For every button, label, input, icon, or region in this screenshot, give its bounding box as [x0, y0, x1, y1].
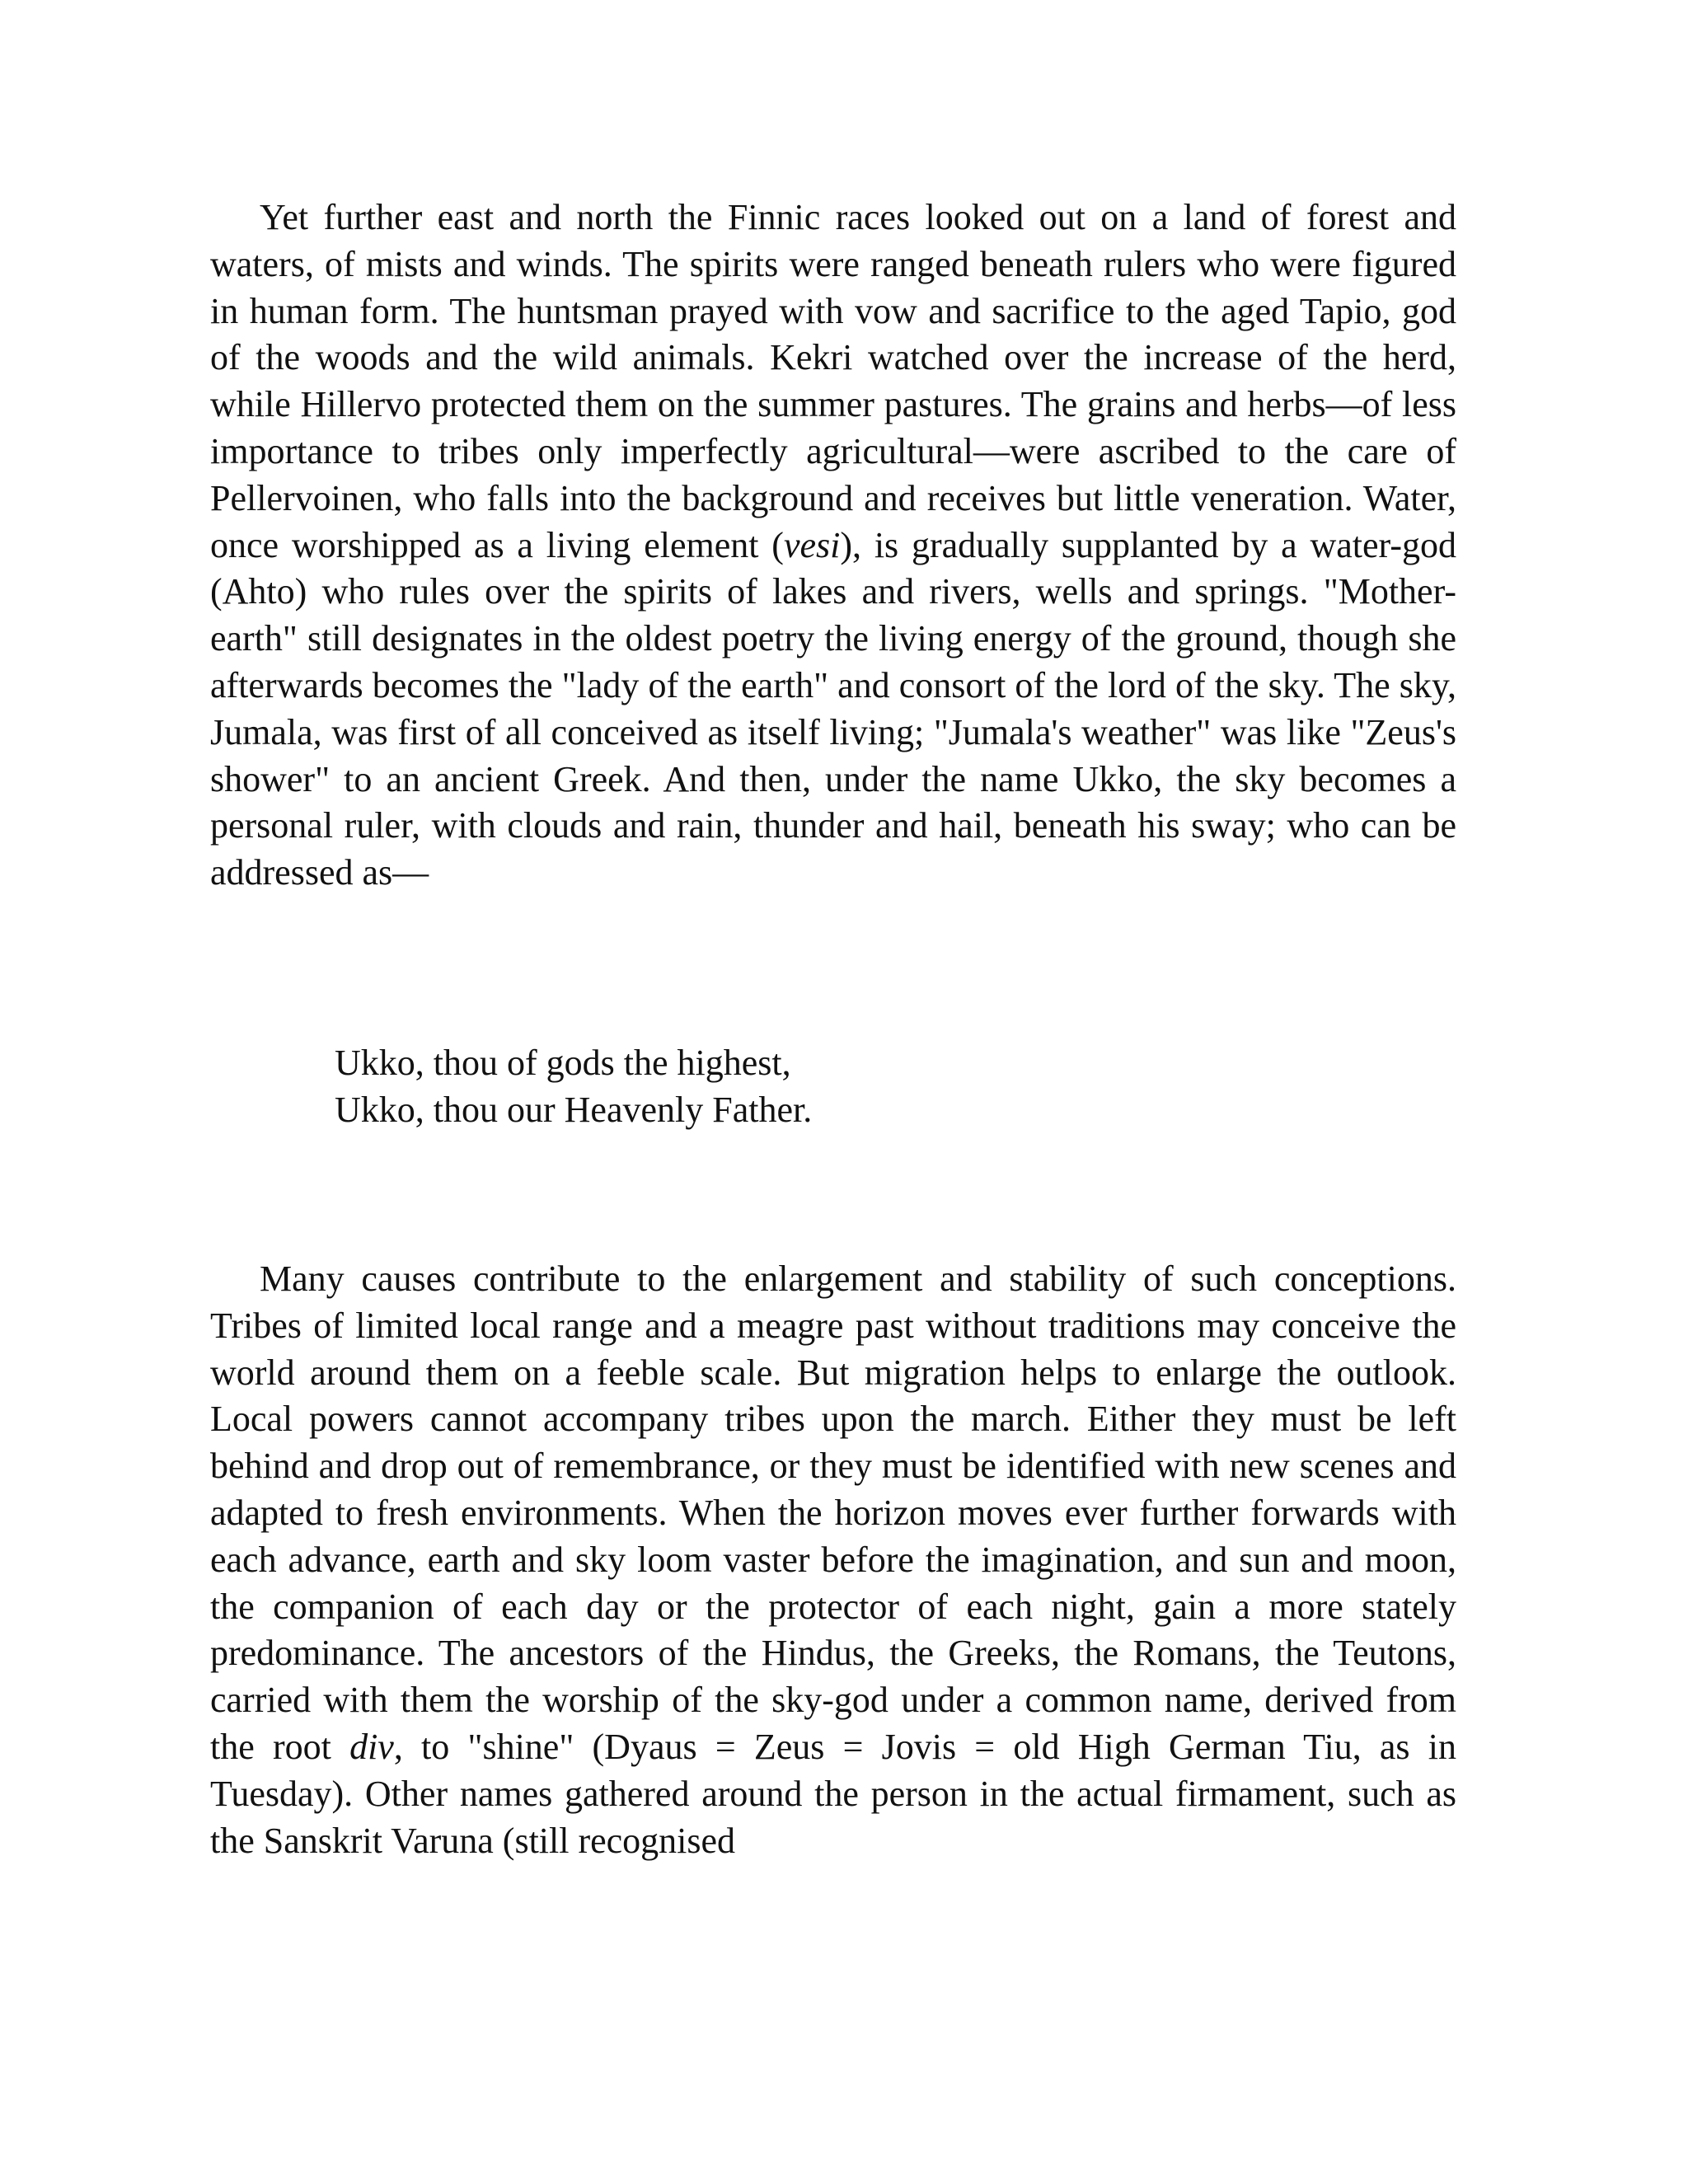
verse-line: Ukko, thou of gods the highest, — [335, 1043, 791, 1083]
paragraph-finnic-gods — [210, 194, 1456, 897]
italic-term: vesi — [783, 524, 841, 565]
paragraph-migration — [210, 1256, 1456, 1864]
italic-term: div — [349, 1726, 394, 1767]
paragraph-text: , to "shine" (Dyaus = Zeus = Jovis = old High German Tiu, as in Tuesday). Other names gathered around the person in the actual firmament, such as the Sanskrit Varuna (still recognised — [210, 1726, 1456, 1861]
paragraph-text: Yet further east and north the Finnic races looked out on a land of forest and waters, of mists and winds. The spirits were ranged beneath rulers who were figured in human form. The huntsman prayed with vow and sacrifice to the aged Tapio, god of the woods and the wild animals. Kekri watched over the increase of the herd, while Hillervo protected them on the summer pastures. The grains and herbs—of less importance to tribes only imperfectly agricultural—were ascribed to the care of Pellervoinen, who falls into the background and receives but little veneration. Water, once worshipped as a living element ( — [210, 197, 1456, 565]
verse-line: Ukko, thou our Heavenly Father. — [335, 1089, 813, 1130]
verse-quotation — [335, 1040, 812, 1134]
paragraph-text: Many causes contribute to the enlargement and stability of such conceptions. Tribes of limited local range and a meagre past without traditions may conceive the world around them on a feeble scale. But migration helps to enlarge the outlook. Local powers cannot accompany tribes upon the march. Either they must be left behind and drop out of remembrance, or they must be identified with new scenes and adapted to fresh environments. When the horizon moves ever further forwards with each advance, earth and sky loom vaster before the imagination, and sun and moon, the companion of each day or the protector of each night, gain a more stately predominance. The ancestors of the Hindus, the Greeks, the Romans, the Teutons, carried with them the worship of the sky-god under a common name, derived from the root — [210, 1258, 1456, 1767]
paragraph-text: ), is gradually supplanted by a water-god (Ahto) who rules over the spirits of lakes and rivers, wells and springs. "Mother-earth" still designates in the oldest poetry the living energy of the ground, though she afterwards becomes the "lady of the earth" and consort of the lord of the sky. The sky, Jumala, was first of all conceived as itself living; "Jumala's weather" was like "Zeus's shower" to an ancient Greek. And then, under the name Ukko, the sky becomes a personal ruler, with clouds and rain, thunder and hail, beneath his sway; who can be addressed as— — [210, 524, 1456, 893]
